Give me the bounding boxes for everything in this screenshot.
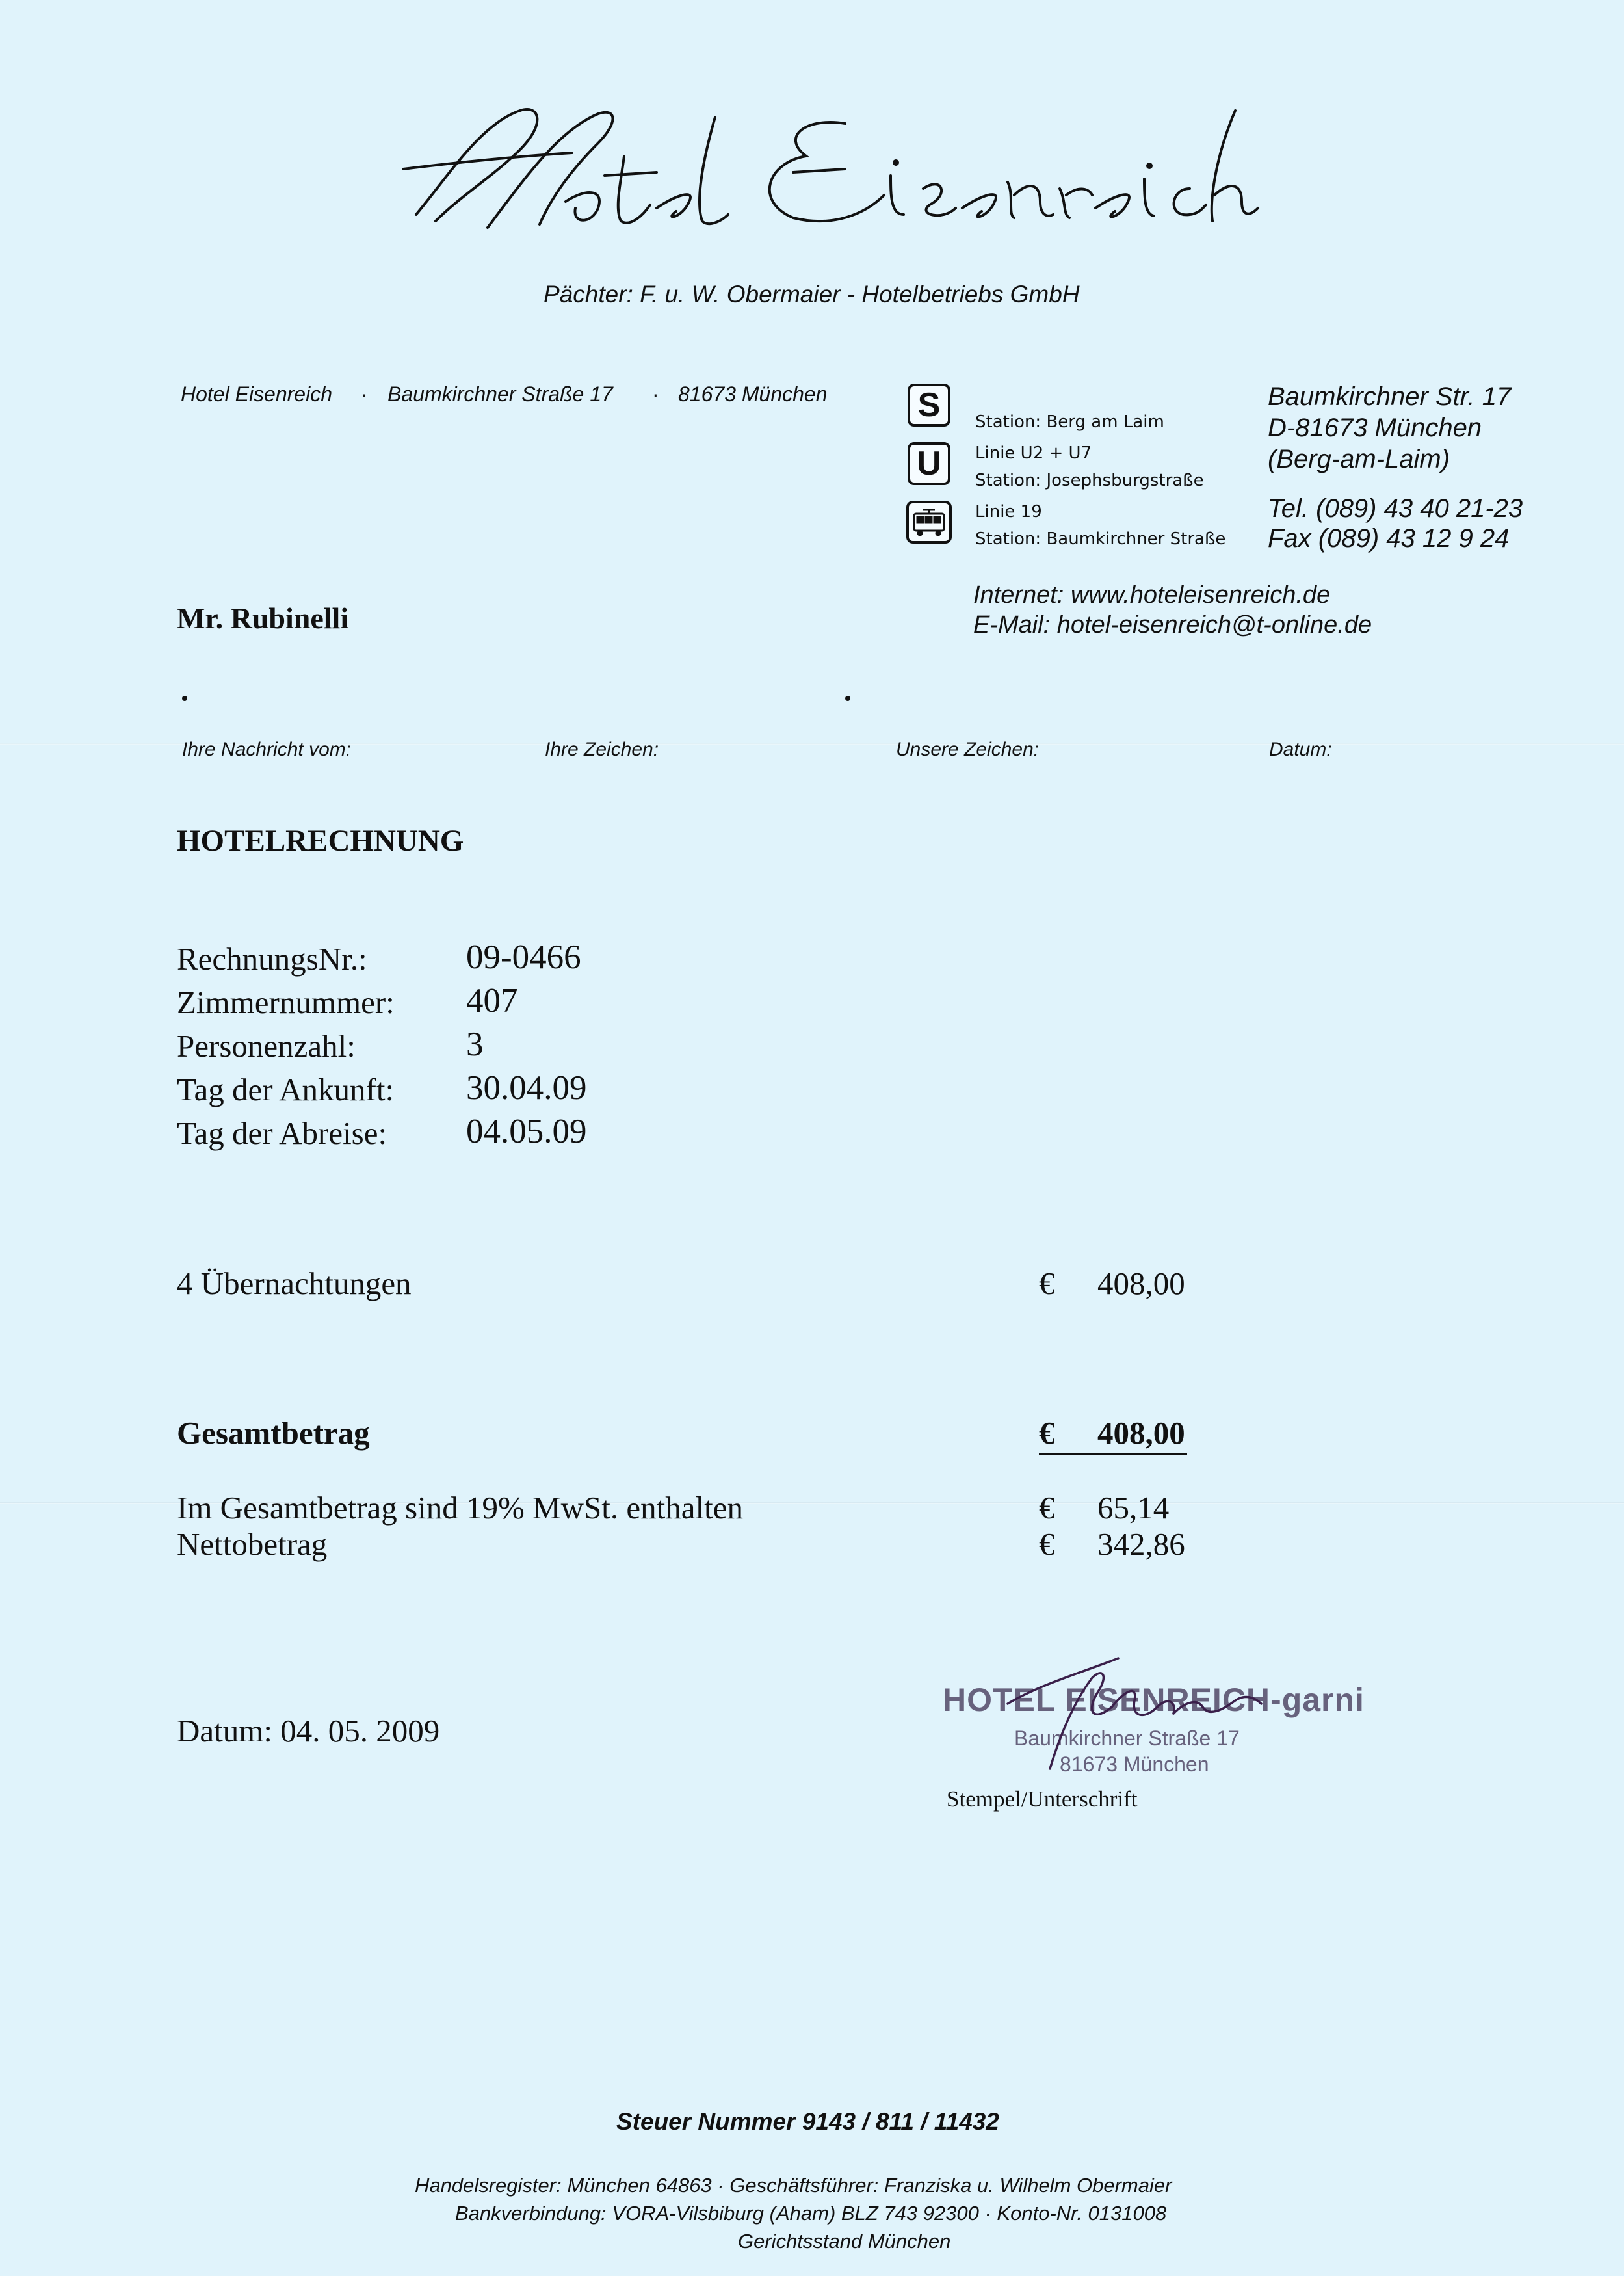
separator-dot: · xyxy=(652,382,659,406)
signature-drawing xyxy=(988,1645,1274,1775)
transit-station-u: Station: Josephsburgstraße xyxy=(975,471,1204,490)
separator-dot: · xyxy=(361,382,368,406)
tax-number: Steuer Nummer 9143 / 811 / 11432 xyxy=(616,2108,999,2135)
window-mark xyxy=(182,696,187,701)
ref-your-reference: Ihre Zeichen: xyxy=(545,739,659,760)
guests-label: Personenzahl: xyxy=(177,1028,356,1064)
invoice-number-value: 09-0466 xyxy=(466,938,581,976)
departure-value: 04.05.09 xyxy=(466,1113,587,1150)
currency-symbol: € xyxy=(1039,1265,1055,1301)
total-label: Gesamtbetrag xyxy=(177,1415,370,1451)
transit-line-u: Linie U2 + U7 xyxy=(975,443,1092,463)
phone-number: Tel. (089) 43 40 21-23 xyxy=(1268,494,1523,523)
net-amount: 342,86 xyxy=(1097,1526,1185,1562)
invoice-number-label: RechnungsNr.: xyxy=(177,941,367,977)
jurisdiction: Gerichtsstand München xyxy=(738,2230,951,2253)
currency-symbol: € xyxy=(1039,1526,1055,1562)
currency-symbol: € xyxy=(1039,1490,1055,1526)
fax-number: Fax (089) 43 12 9 24 xyxy=(1268,524,1510,553)
address-district: (Berg-am-Laim) xyxy=(1268,445,1450,473)
vat-amount: 65,14 xyxy=(1097,1490,1170,1526)
invoice-title: HOTELRECHNUNG xyxy=(177,824,464,858)
recipient-name: Mr. Rubinelli xyxy=(177,602,349,635)
sender-name: Hotel Eisenreich xyxy=(181,382,332,406)
invoice-date: Datum: 04. 05. 2009 xyxy=(177,1713,440,1749)
stamp-line-1: HOTEL EISENREICH-garni xyxy=(943,1682,1365,1718)
arrival-value: 30.04.09 xyxy=(466,1069,587,1107)
vat-label: Im Gesamtbetrag sind 19% MwSt. enthalten xyxy=(177,1490,743,1526)
email-line: E-Mail: hotel-eisenreich@t-online.de xyxy=(973,611,1372,639)
address-city: D-81673 München xyxy=(1268,414,1482,442)
line-item-amount: 408,00 xyxy=(1097,1265,1185,1301)
guests-value: 3 xyxy=(466,1026,484,1063)
line-item-label: 4 Übernachtungen xyxy=(177,1265,412,1301)
room-number-value: 407 xyxy=(466,982,518,1020)
s-bahn-icon: S xyxy=(908,384,950,427)
currency-symbol: € xyxy=(1039,1415,1055,1451)
room-number-label: Zimmernummer: xyxy=(177,985,395,1020)
transit-station-s: Station: Berg am Laim xyxy=(975,412,1164,432)
hotel-logo xyxy=(390,98,1261,241)
transit-line-tram: Linie 19 xyxy=(975,502,1042,522)
ref-your-message: Ihre Nachricht vom: xyxy=(182,739,352,760)
leaseholder-line: Pächter: F. u. W. Obermaier - Hotelbetriebs GmbH xyxy=(544,281,1080,308)
tram-icon xyxy=(906,501,952,544)
commercial-register: Handelsregister: München 64863 · Geschäftsführer: Franziska u. Wilhelm Obermaier xyxy=(415,2174,1172,2197)
transit-station-tram: Station: Baumkirchner Straße xyxy=(975,529,1226,549)
ref-our-reference: Unsere Zeichen: xyxy=(896,739,1040,760)
window-mark xyxy=(845,696,850,701)
total-amount: 408,00 xyxy=(1097,1415,1185,1451)
departure-label: Tag der Abreise: xyxy=(177,1115,387,1151)
website-line: Internet: www.hoteleisenreich.de xyxy=(973,581,1331,609)
stamp-line-3: 81673 München xyxy=(1060,1753,1209,1776)
arrival-label: Tag der Ankunft: xyxy=(177,1072,395,1107)
stamp-line-2: Baumkirchner Straße 17 xyxy=(1014,1727,1240,1750)
signature-label: Stempel/Unterschrift xyxy=(947,1786,1138,1812)
sender-street: Baumkirchner Straße 17 xyxy=(387,382,613,406)
u-bahn-icon: U xyxy=(908,442,950,485)
bank-details: Bankverbindung: VORA-Vilsbiburg (Aham) BLZ 743 92300 · Konto-Nr. 0131008 xyxy=(455,2202,1167,2225)
sender-city: 81673 München xyxy=(678,382,828,406)
total-amount-row xyxy=(1039,1414,1187,1455)
net-label: Nettobetrag xyxy=(177,1526,328,1562)
ref-date: Datum: xyxy=(1269,739,1332,760)
address-street: Baumkirchner Str. 17 xyxy=(1268,382,1512,411)
